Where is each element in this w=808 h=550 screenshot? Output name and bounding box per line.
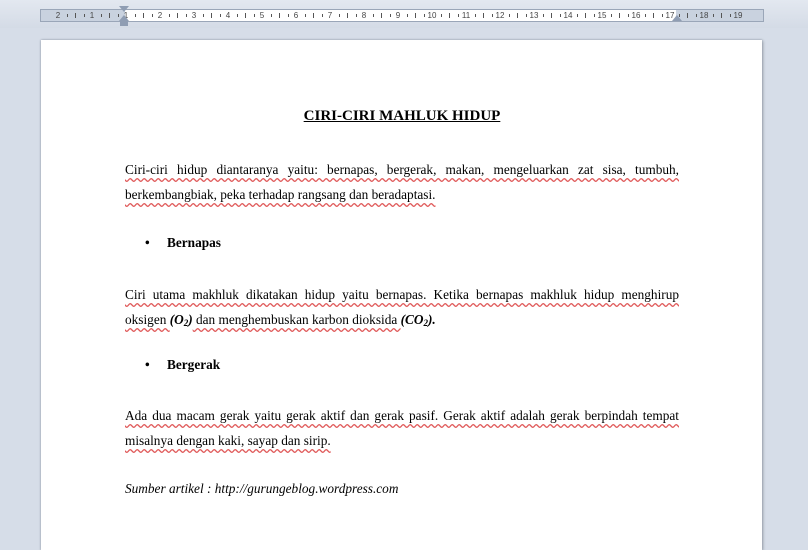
first-line-indent-marker[interactable] — [119, 6, 129, 12]
document-title: CIRI-CIRI MAHLUK HIDUP — [303, 108, 501, 124]
ruler-number: 14 — [563, 11, 573, 20]
ruler-tick — [135, 14, 136, 17]
ruler-number: 10 — [427, 11, 437, 20]
ruler-tick — [143, 13, 144, 18]
ruler-tick — [322, 14, 323, 17]
ruler-tick — [279, 13, 280, 18]
ruler-number: 1 — [89, 11, 95, 20]
bernapas-text-a: Ciri utama makhluk dikatakan hidup yaitu bernapas. Ketika bernapas makhluk hidup menghirup oksigen — [125, 287, 679, 327]
ruler-number: 18 — [699, 11, 709, 20]
ruler-tick — [101, 14, 102, 17]
ruler-tick — [449, 13, 450, 18]
ruler-tick — [662, 14, 663, 17]
ruler-tick — [441, 14, 442, 17]
horizontal-ruler — [0, 0, 808, 28]
ruler-tick — [407, 14, 408, 17]
ruler-tick — [619, 13, 620, 18]
bullet-icon: • — [145, 235, 150, 250]
ruler-tick — [458, 14, 459, 17]
ruler-number: 4 — [225, 11, 231, 20]
ruler-number: 13 — [529, 11, 539, 20]
ruler-tick — [560, 14, 561, 17]
ruler-tick — [109, 13, 110, 18]
ruler-tick — [347, 13, 348, 18]
ruler-tick — [415, 13, 416, 18]
co2-formula: $(CO_2)$. — [400, 312, 436, 328]
ruler-tick — [577, 14, 578, 17]
ruler-number: 15 — [597, 11, 607, 20]
ruler-tick — [585, 13, 586, 18]
ruler-tick — [687, 13, 688, 18]
ruler-tick — [721, 13, 722, 18]
ruler-tick — [551, 13, 552, 18]
ruler-tick — [526, 14, 527, 17]
intro-paragraph — [125, 157, 679, 207]
ruler-tick — [84, 14, 85, 17]
ruler-tick — [390, 14, 391, 17]
ruler-number: 3 — [191, 11, 197, 20]
ruler-tick — [75, 13, 76, 18]
ruler-number: 5 — [259, 11, 265, 20]
ruler-tick — [186, 14, 187, 17]
bergerak-paragraph — [125, 403, 679, 453]
bergerak-text: Ada dua macam gerak yaitu gerak aktif dan gerak pasif. Gerak aktif adalah gerak berpindah tempat misalnya dengan kaki, sayap dan sirip. — [125, 408, 679, 448]
ruler-number: 8 — [361, 11, 367, 20]
ruler-tick — [356, 14, 357, 17]
ruler-tick — [152, 14, 153, 17]
ruler-tick — [696, 14, 697, 17]
ruler-tick — [645, 14, 646, 17]
ruler-tick — [475, 14, 476, 17]
ruler-tick — [67, 14, 68, 17]
bullet-icon: • — [145, 357, 150, 372]
ruler-tick — [492, 14, 493, 17]
o2-formula: $(O_2)$ — [169, 312, 193, 328]
bullet-label: Bernapas — [167, 235, 221, 250]
left-indent-marker[interactable] — [120, 21, 128, 26]
ruler-tick — [220, 14, 221, 17]
intro-text: Ciri-ciri hidup diantaranya yaitu: bernapas, bergerak, makan, mengeluarkan zat sisa, tumbuh, berkembangbiak, peka terhadap rangsang dan beradaptasi. — [125, 162, 679, 202]
ruler-number: 7 — [327, 11, 333, 20]
ruler-tick — [245, 13, 246, 18]
ruler-tick — [288, 14, 289, 17]
bullet-item-bernapas — [145, 235, 221, 251]
ruler-tick — [730, 14, 731, 17]
ruler-tick — [483, 13, 484, 18]
ruler-tick — [424, 14, 425, 17]
ruler-number: 2 — [157, 11, 163, 20]
ruler-tick — [339, 14, 340, 17]
ruler-tick — [628, 14, 629, 17]
ruler-tick — [373, 14, 374, 17]
ruler-number: 11 — [461, 11, 471, 20]
right-indent-marker[interactable] — [672, 15, 682, 21]
ruler-number: 1 — [123, 11, 129, 20]
ruler-tick — [305, 14, 306, 17]
ruler-tick — [713, 14, 714, 17]
ruler-number: 12 — [495, 11, 505, 20]
ruler-right-margin — [676, 10, 763, 21]
ruler-tick — [211, 13, 212, 18]
bullet-label: Bergerak — [167, 357, 221, 372]
bernapas-paragraph — [125, 282, 679, 336]
ruler-tick — [254, 14, 255, 17]
document-page[interactable] — [41, 40, 762, 550]
ruler-tick — [509, 14, 510, 17]
ruler-tick — [169, 14, 170, 17]
ruler-tick — [313, 13, 314, 18]
ruler-number: 6 — [293, 11, 299, 20]
ruler-number: 2 — [55, 11, 61, 20]
ruler-tick — [237, 14, 238, 17]
ruler-tick — [203, 14, 204, 17]
ruler-scale[interactable] — [40, 9, 764, 22]
ruler-number: 16 — [631, 11, 641, 20]
bernapas-text-b: dan menghembuskan karbon dioksida — [192, 312, 401, 327]
ruler-tick — [653, 13, 654, 18]
ruler-tick — [543, 14, 544, 17]
ruler-tick — [381, 13, 382, 18]
ruler-tick — [271, 14, 272, 17]
ruler-tick — [177, 13, 178, 18]
ruler-number: 17 — [665, 11, 675, 20]
bullet-item-bergerak — [145, 357, 220, 373]
source-citation: Sumber artikel : http://gurungeblog.wordpress.com — [125, 481, 399, 496]
ruler-number: 19 — [733, 11, 743, 20]
ruler-number: 9 — [395, 11, 401, 20]
ruler-tick — [611, 14, 612, 17]
ruler-tick — [594, 14, 595, 17]
ruler-tick — [517, 13, 518, 18]
